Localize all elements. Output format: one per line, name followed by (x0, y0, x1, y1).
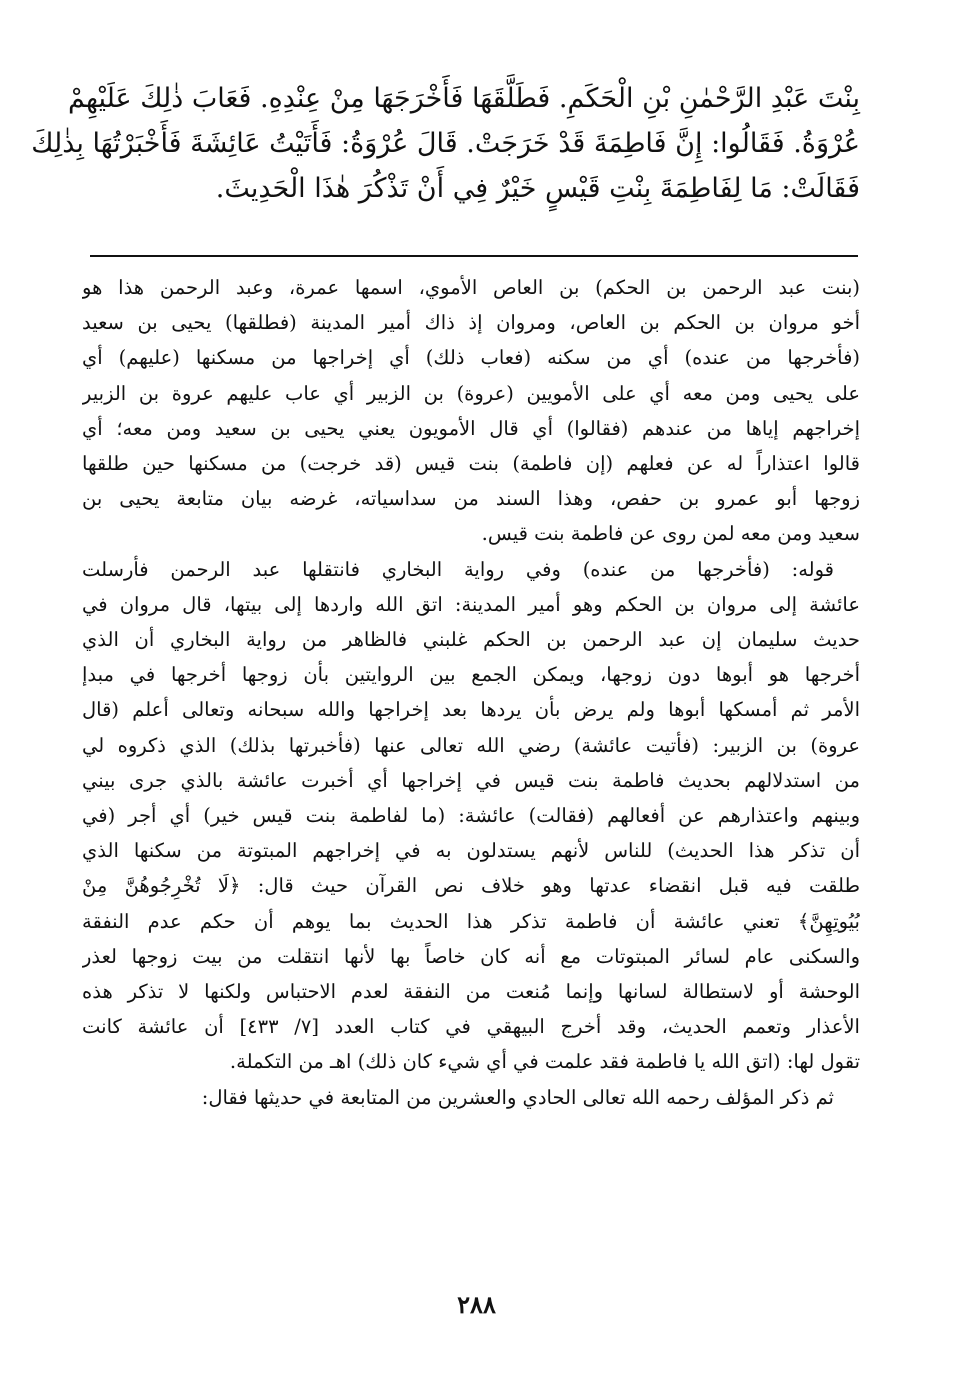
commentary-line: وبينهم واعتذارهم عن أفعالهم (فقالت) عائشة: (ما لفاطمة بنت قيس خير) أي أجر (في (82, 804, 860, 828)
commentary-line: أن تذكر هذا الحديث) للناس لأنهم يستدلون به في إخراجهم المبتوتة من سكنها الذي (82, 839, 860, 863)
hadith-text (31, 76, 860, 211)
commentary-line: عروة) بن الزبير: (فأتيت عائشة) رضي الله تعالى عنها (فأخبرتها بذلك) الذي ذكروه لي (82, 733, 860, 757)
commentary-line: أخرجها هو أبوها دون زوجها، ويمكن الجمع بين الروايتين بأن زوجها أخرجها في مبدإ (82, 663, 860, 687)
commentary-text (82, 270, 860, 1115)
commentary-line: سعيد ومن معه لمن روى عن فاطمة بنت قيس. (481, 522, 860, 546)
commentary-line: الأعذار وتعمم الحديث، وقد أخرج البيهقي في كتاب العدد [٧/ ٤٣٣] أن عائشة كانت (82, 1015, 860, 1039)
commentary-line: ثم ذكر المؤلف رحمه الله تعالى الحادي والعشرين من المتابعة في حديثها فقال: (201, 1085, 834, 1109)
commentary-line: قالوا اعتذاراً له عن فعلهم (إن فاطمة) بنت قيس (قد خرجت) من مسكنها حين طلقها (82, 452, 860, 476)
commentary-line: بُيُوتِهِنَّ﴾ تعني عائشة أن فاطمة تذكر هذا الحديث بما يوهم أن حكم عدم النفقة (82, 909, 860, 933)
hadith-line-3: فَقَالَتْ: مَا لِفَاطِمَةَ بِنْتِ قَيْسٍ خَيْرٌ فِي أَنْ تَذْكُرَ هٰذَا الْحَدِيثَ. (215, 173, 860, 204)
hadith-line-2: عُرْوَةُ. فَقَالُوا: إِنَّ فَاطِمَةَ قَدْ خَرَجَتْ. قَالَ عُرْوَةُ: فَأَتَيْتُ عَائِشَةَ فَأَخْبَرْتُهَا بِذٰلِكَ (31, 128, 860, 159)
commentary-line: على يحيى ومن معه أي على الأمويين (عروة) بن الزبير أي عاب عليهم عروة بن الزبير (82, 381, 860, 405)
commentary-line: زوجها أبو عمرو بن حفص، وهذا السند من سداسياته، غرضه بيان متابعة يحيى بن (82, 487, 860, 511)
hadith-line-1: بِنْتَ عَبْدِ الرَّحْمٰنِ بْنِ الْحَكَمِ. فَطَلَّقَهَا فَأَخْرَجَهَا مِنْ عِنْدِهِ. فَعَابَ ذٰلِكَ عَلَيْهِمْ (68, 83, 860, 114)
commentary-line: إخراجهم إياها من عندهم (فقالوا) أي قال الأمويون يعني يحيى بن سعيد ومن معه؛ أي (82, 416, 860, 440)
commentary-line: والسكنى عام لسائر المبتوتات مع أنه كان خاصاً بها لأنها انتقلت من بيت زوجها لعذر (82, 944, 860, 968)
commentary-line: (فأخرجها من عنده) أي من سكنه (فعاب ذلك) أي إخراجها من مسكنها (عليهم) أي (82, 346, 860, 370)
commentary-line: قوله: (فأخرجها من عنده) وفي رواية البخاري فانتقلها عبد الرحمن فأرسلت (82, 557, 834, 581)
commentary-line: الوحشة أو لاستطالة لسانها وإنما مُنعت من النفقة لعدم الاحتباس ولكنها لا تذكر هذه (82, 980, 860, 1004)
commentary-line: (بنت عبد الرحمن بن الحكم) بن العاص الأموي، اسمها عمرة، وعبد الرحمن هذا هو (82, 276, 860, 299)
commentary-line: من استدلالهم بحديث فاطمة بنت قيس في إخراجها أي أخبرت عائشة بالذي جرى بيني (82, 768, 860, 792)
commentary-line: حديث سليمان إن عبد الرحمن بن الحكم غلبني فالظاهر من رواية البخاري أن الذي (82, 628, 860, 652)
page-number: ٢٨٨ (457, 1290, 496, 1319)
commentary-line: أخو مروان بن الحكم بن العاص، ومروان إذ ذاك أمير المدينة (فطلقها) يحيى بن سعيد (82, 311, 860, 335)
commentary-line: عائشة إلى مروان بن الحكم وهو أمير المدينة: اتق الله واردها إلى بيتها، قال مروان في (82, 592, 860, 616)
section-divider (90, 255, 858, 257)
commentary-line: تقول لها: (اتق الله يا فاطمة فقد علمت في أي شيء كان ذلك) اهـ من التكملة. (229, 1050, 860, 1074)
commentary-line: الأمر ثم أمسكها أبوها ولم يرض بأن يردها بعد إخراجها والله سبحانه وتعالى أعلم (قال (82, 698, 860, 722)
commentary-line: طلقت فيه قبل انقضاء عدتها وهو خلاف نص القرآن حيث قال: ﴿لَا تُخْرِجُوهُنَّ مِنْ (82, 874, 860, 898)
